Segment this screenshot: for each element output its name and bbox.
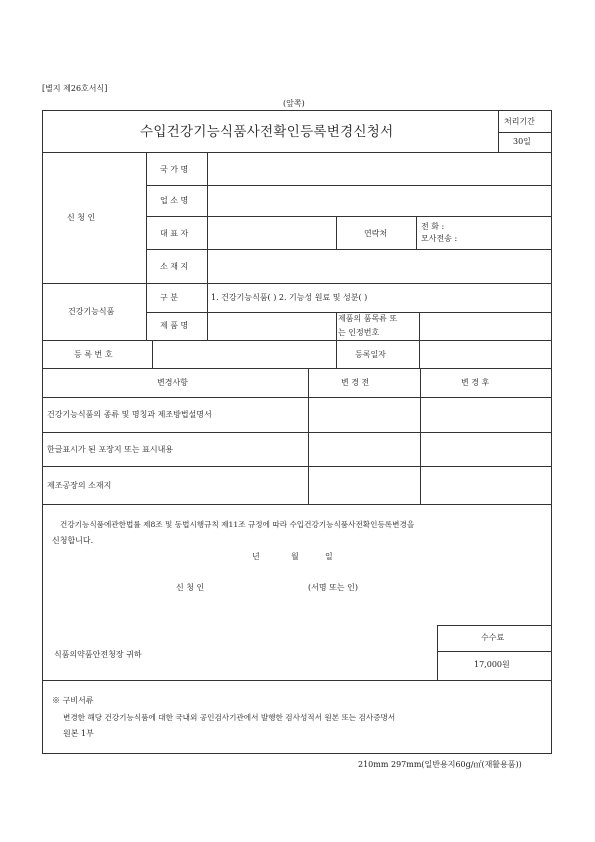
signature-label: (서명 또는 인): [308, 583, 358, 592]
processing-period-value: 30일: [513, 137, 531, 146]
form-number: [별지 제26호서식]: [42, 84, 108, 93]
change-row-label: 한글표시가 된 포장지 또는 표시내용: [47, 445, 174, 454]
address-label: 소 재 지: [160, 262, 189, 271]
phone-label: 전 화 :: [421, 222, 445, 231]
change-row-before-field[interactable]: [309, 433, 419, 465]
registration-number-field[interactable]: [153, 341, 335, 367]
changes-before-header: 변 경 전: [341, 378, 370, 387]
category-label: 구 분: [160, 293, 178, 302]
address-field[interactable]: [208, 250, 551, 282]
country-field[interactable]: [208, 153, 551, 184]
change-row-after-field[interactable]: [421, 467, 551, 503]
representative-field[interactable]: [208, 217, 335, 248]
registration-date-field[interactable]: [420, 341, 551, 367]
attachments-line-2: 원본 1부: [63, 729, 94, 738]
recipient-label: 식품의약품안전청장 귀하: [54, 650, 142, 659]
changes-item-header: 변경사항: [157, 378, 188, 387]
attachments-line-1: 변경한 해당 건강기능식품에 대한 국내외 공인검사기관에서 발행한 검사성적서 원본 또는 검사증명서: [63, 713, 396, 722]
change-row-after-field[interactable]: [421, 433, 551, 465]
item-type-label-line1: 제품의 품목류 또: [338, 314, 398, 323]
product-name-field[interactable]: [208, 313, 335, 339]
applicant-section-label: 신 청 인: [67, 213, 96, 222]
registration-number-label: 등 록 번 호: [74, 350, 113, 359]
statement-line-1: 건강기능식품에관한법률 제8조 및 동법시행규칙 제11조 규정에 따라 수입건강기능식품사전확인등록변경을: [60, 520, 415, 529]
date-year-label: 년: [252, 552, 260, 561]
signer-label: 신 청 인: [176, 583, 205, 592]
page-side-label: (앞쪽): [283, 99, 305, 108]
change-row-label: 제조공장의 소재지: [47, 481, 112, 490]
change-row-before-field[interactable]: [309, 398, 419, 431]
category-options[interactable]: 1. 건강기능식품( ) 2. 기능성 원료 및 성분( ): [211, 293, 368, 302]
changes-after-header: 변 경 후: [461, 378, 490, 387]
registration-date-label: 등록일자: [355, 350, 386, 359]
country-label: 국 가 명: [160, 165, 189, 174]
business-name-label: 업 소 명: [160, 196, 189, 205]
fee-label: 수수료: [481, 633, 505, 642]
fax-label: 모사전송 :: [421, 234, 458, 243]
paper-spec-footer: 210mm 297mm(일반용지60g/㎡(재활용품)): [358, 760, 522, 769]
representative-label: 대 표 자: [160, 229, 189, 238]
product-name-label: 제 품 명: [160, 321, 189, 330]
date-month-label: 월: [291, 552, 299, 561]
product-section-label: 건강기능식품: [68, 307, 115, 316]
processing-period-label: 처리기간: [504, 117, 535, 126]
change-row-after-field[interactable]: [421, 398, 551, 431]
statement-line-2: 신청합니다.: [52, 536, 94, 545]
contact-label: 연락처: [364, 229, 388, 238]
business-name-field[interactable]: [208, 186, 551, 215]
change-row-label: 건강기능식품의 종류 및 명칭과 제조방법설명서: [47, 410, 212, 419]
change-row-before-field[interactable]: [309, 467, 419, 503]
date-day-label: 일: [325, 552, 333, 561]
form-title: 수입건강기능식품사전확인등록변경신청서: [140, 124, 394, 140]
attachments-title: ※ 구비서류: [52, 696, 94, 705]
fee-value: 17,000원: [474, 660, 510, 669]
item-type-label-line2: 는 인정번호: [338, 328, 380, 337]
